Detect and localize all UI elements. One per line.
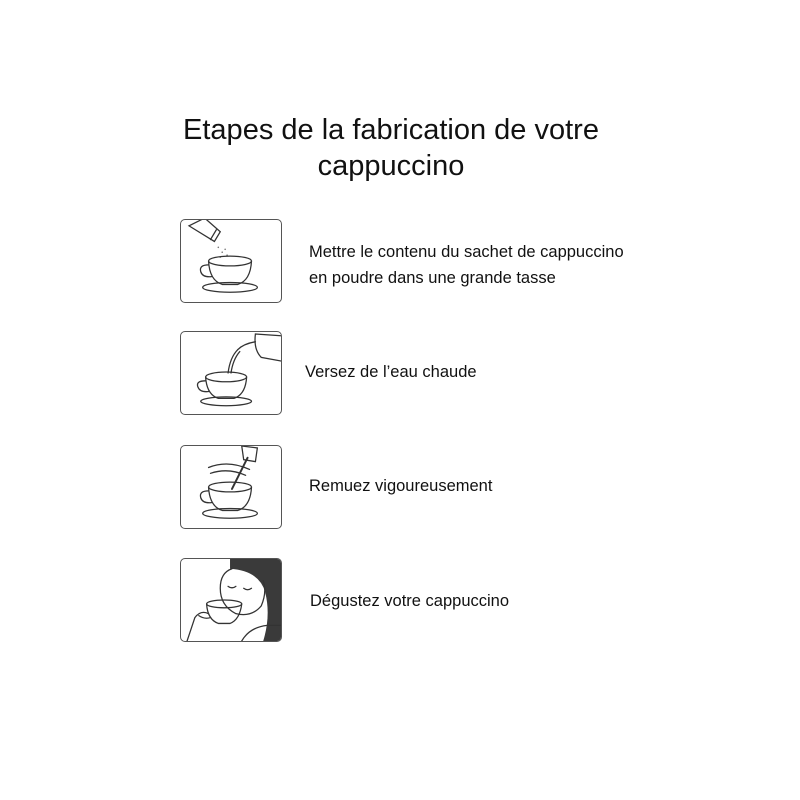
page-title-line-1: Etapes de la fabrication de votre — [183, 114, 599, 146]
step-1 — [180, 219, 660, 309]
step-2-text-line-1: Versez de l’eau chaude — [305, 363, 477, 381]
page-title — [0, 112, 782, 184]
step-2-illustration — [180, 331, 282, 415]
kettle-pouring-water-icon — [181, 332, 281, 414]
step-2-text — [305, 359, 477, 385]
step-4-illustration — [180, 558, 282, 642]
step-3-illustration — [180, 445, 282, 529]
step-1-text-line-2: en poudre dans une grande tasse — [309, 269, 556, 287]
step-4 — [180, 558, 660, 648]
step-3-text-line-1: Remuez vigoureusement — [309, 477, 493, 495]
step-1-illustration — [180, 219, 282, 303]
step-4-text-line-1: Dégustez votre cappuccino — [310, 592, 510, 610]
step-1-text — [309, 239, 624, 291]
step-1-text-line-1: Mettre le contenu du sachet de cappuccino — [309, 243, 624, 261]
page-title-line-2: cappuccino — [317, 150, 465, 182]
step-2 — [180, 331, 660, 421]
step-3 — [180, 445, 660, 535]
step-3-text — [309, 473, 492, 499]
powder-sachet-cup-icon — [181, 220, 281, 302]
person-drinking-cup-icon — [181, 559, 281, 641]
step-4-text — [310, 588, 509, 614]
spoon-stirring-cup-icon — [181, 446, 281, 528]
